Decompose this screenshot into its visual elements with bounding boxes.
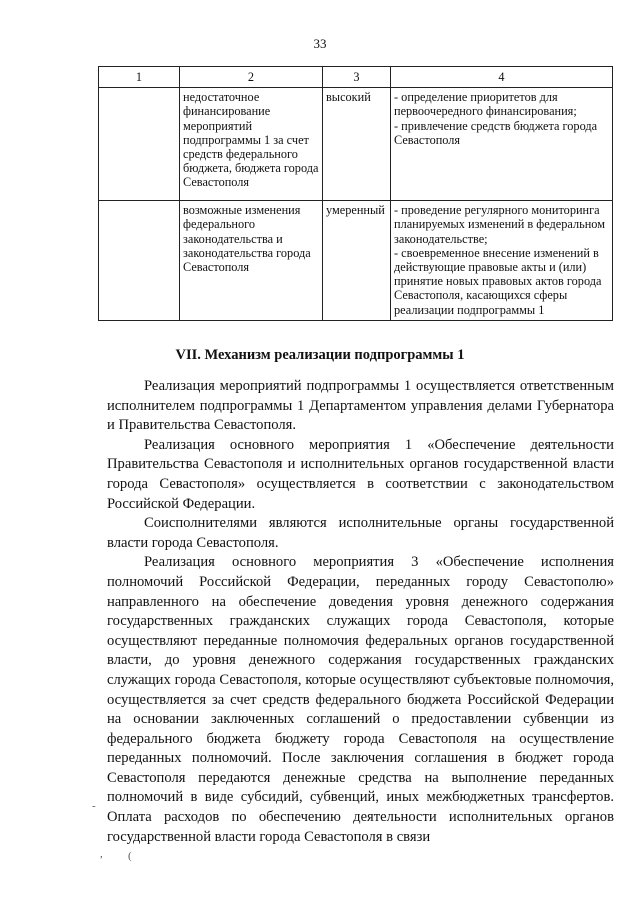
- scan-mark: (: [128, 850, 132, 862]
- table-row: [99, 201, 613, 321]
- table-header-cell: 2: [180, 67, 323, 88]
- risk-description-cell: возможные изменения федерального законодательства и законодательства города Севастополя: [180, 201, 323, 321]
- scan-mark: -: [92, 800, 96, 812]
- table-header-row: [99, 67, 613, 88]
- paragraph: Реализация мероприятий подпрограммы 1 осуществляется ответственным исполнителем подпрограммы 1 Департаментом управления делами Губернатора и Правительства Севастополя.: [107, 378, 614, 434]
- risk-measures-cell: [391, 88, 613, 201]
- page-number: 33: [313, 36, 327, 51]
- table-header-cell: 3: [323, 67, 391, 88]
- paragraph: Реализация основного мероприятия 1 «Обеспечение деятельности Правительства Севастополя и исполнительных органов государственной власти города Севастополя» осуществляется в соответствии с законодательством Российской Федерации.: [107, 436, 614, 512]
- table-row: [99, 88, 613, 201]
- measure-item: - своевременное внесение изменений в действующие правовые акты и (или) принятие новых правовых актов города Севастополя, касающихся сферы реализации подпрограммы 1: [394, 245, 602, 317]
- measure-item: - привлечение средств бюджета города Севастополя: [394, 118, 598, 147]
- risk-description-cell: недостаточное финансирование мероприятий подпрограммы 1 за счет средств федерального бюджета, бюджета города Севастополя: [180, 88, 323, 201]
- risk-level-cell: высокий: [323, 88, 391, 201]
- table-cell-empty: [99, 201, 180, 321]
- body-text: [107, 377, 614, 847]
- section-title: VII. Механизм реализации подпрограммы 1: [175, 347, 465, 363]
- risk-table: [98, 66, 613, 321]
- risk-level-cell: умеренный: [323, 201, 391, 321]
- measure-item: - определение приоритетов для первоочередного финансирования;: [394, 90, 577, 119]
- table-cell-empty: [99, 88, 180, 201]
- paragraph: Реализация основного мероприятия 3 «Обеспечение исполнения полномочий Российской Федерации, переданных городу Севастополю» направленного на обеспечение доведения уровня денежного содержания государственных гражданских служащих города Севастополя, которые осуществляют переданные полномочия федеральных органов государственной власти, до уровня денежного содержания государственных гражданских служащих города Севастополя, которые осуществляют субъектовые полномочия, осуществляется за счет средств федерального бюджета Российской Федерации на основании заключенных соглашений о предоставлении субвенции из федерального бюджета бюджету города Севастополя на осуществление переданных полномочий. После заключения соглашения в бюджет города Севастополя передаются денежные средства на выполнение переданных полномочий в виде субсидий, субвенций, иных межбюджетных трансфертов. Оплата расходов по обеспечению деятельности исполнительных органов государственной власти города Севастополя в связи: [107, 554, 614, 845]
- table-header-cell: 1: [99, 67, 180, 88]
- table-header-cell: 4: [391, 67, 613, 88]
- risk-measures-cell: [391, 201, 613, 321]
- measure-item: - проведение регулярного мониторинга планируемых изменений в федеральном законодательстве;: [394, 203, 605, 246]
- paragraph: Соисполнителями являются исполнительные органы государственной власти города Севастополя.: [107, 515, 614, 551]
- scan-mark: ,: [100, 848, 103, 860]
